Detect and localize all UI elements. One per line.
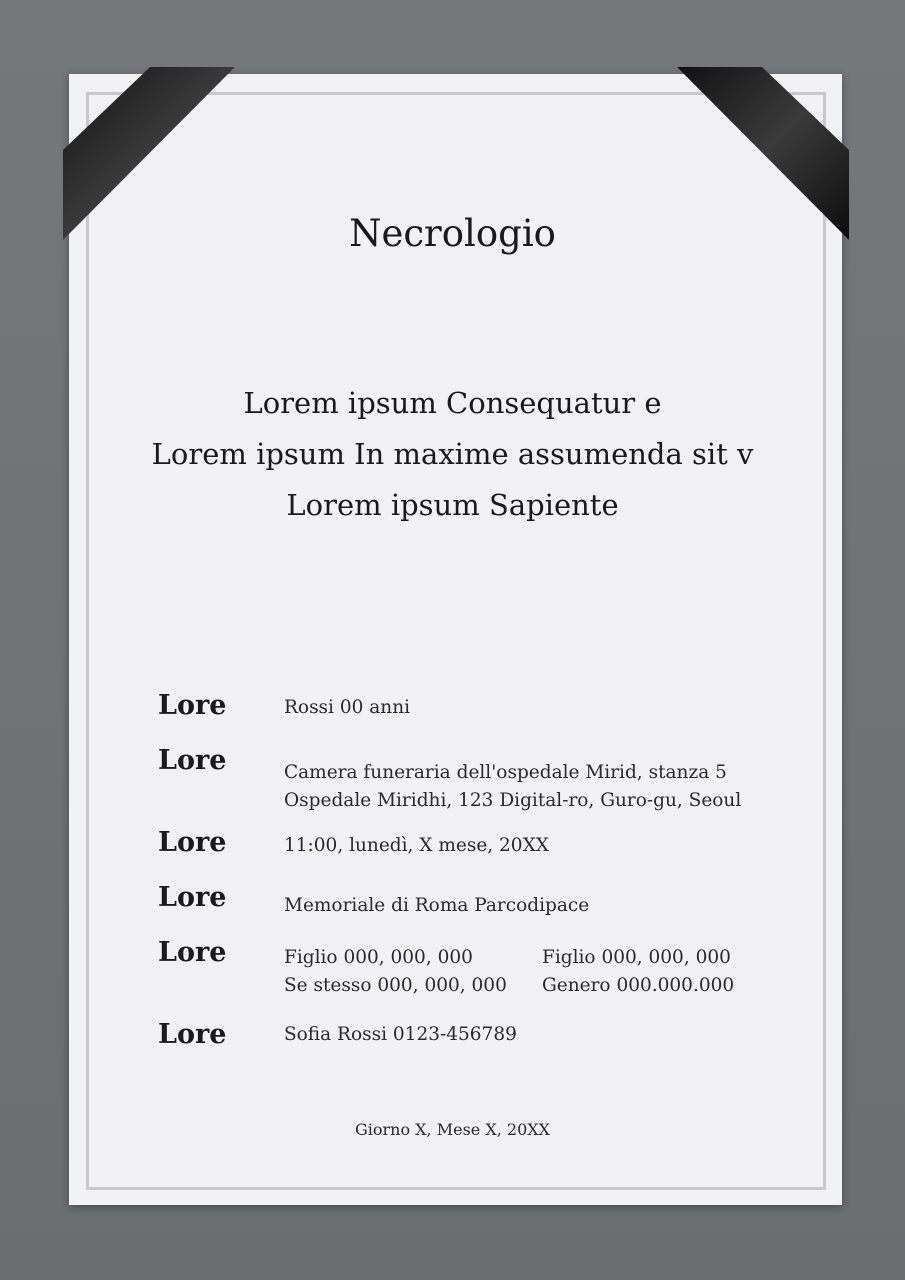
row-value (284, 759, 741, 815)
document-title: Necrologio (349, 212, 556, 255)
intro-line: Lorem ipsum In maxime assumenda sit v (151, 437, 754, 471)
intro-text (0, 378, 905, 531)
mourning-ribbons (0, 0, 905, 300)
row-value: Rossi 00 anni (284, 697, 411, 718)
family-left (284, 944, 507, 1000)
row-label: Lore (158, 827, 227, 858)
family-entry: Figlio 000, 000, 000 (284, 947, 473, 968)
row-label: Lore (158, 937, 227, 968)
row-label: Lore (158, 882, 227, 913)
family-right (542, 944, 734, 1000)
address-line: Ospedale Miridhi, 123 Digital-ro, Guro-gu, Seoul (284, 790, 742, 811)
row-label: Lore (158, 1019, 227, 1050)
row-label: Lore (158, 745, 227, 776)
intro-line: Lorem ipsum Consequatur e (243, 386, 662, 420)
address-line: Camera funeraria dell'ospedale Mirid, stanza 5 (284, 762, 727, 783)
family-entry: Genero 000.000.000 (542, 975, 735, 996)
row-label: Lore (158, 690, 227, 721)
row-value: Sofia Rossi 0123-456789 (284, 1024, 517, 1045)
row-value: 11:00, lunedì, X mese, 20XX (284, 835, 549, 856)
footer-date: Giorno X, Mese X, 20XX (354, 1120, 551, 1139)
family-entry: Figlio 000, 000, 000 (542, 947, 731, 968)
row-value: Memoriale di Roma Parcodipace (284, 895, 590, 916)
family-entry: Se stesso 000, 000, 000 (284, 975, 507, 996)
intro-line: Lorem ipsum Sapiente (286, 488, 619, 522)
